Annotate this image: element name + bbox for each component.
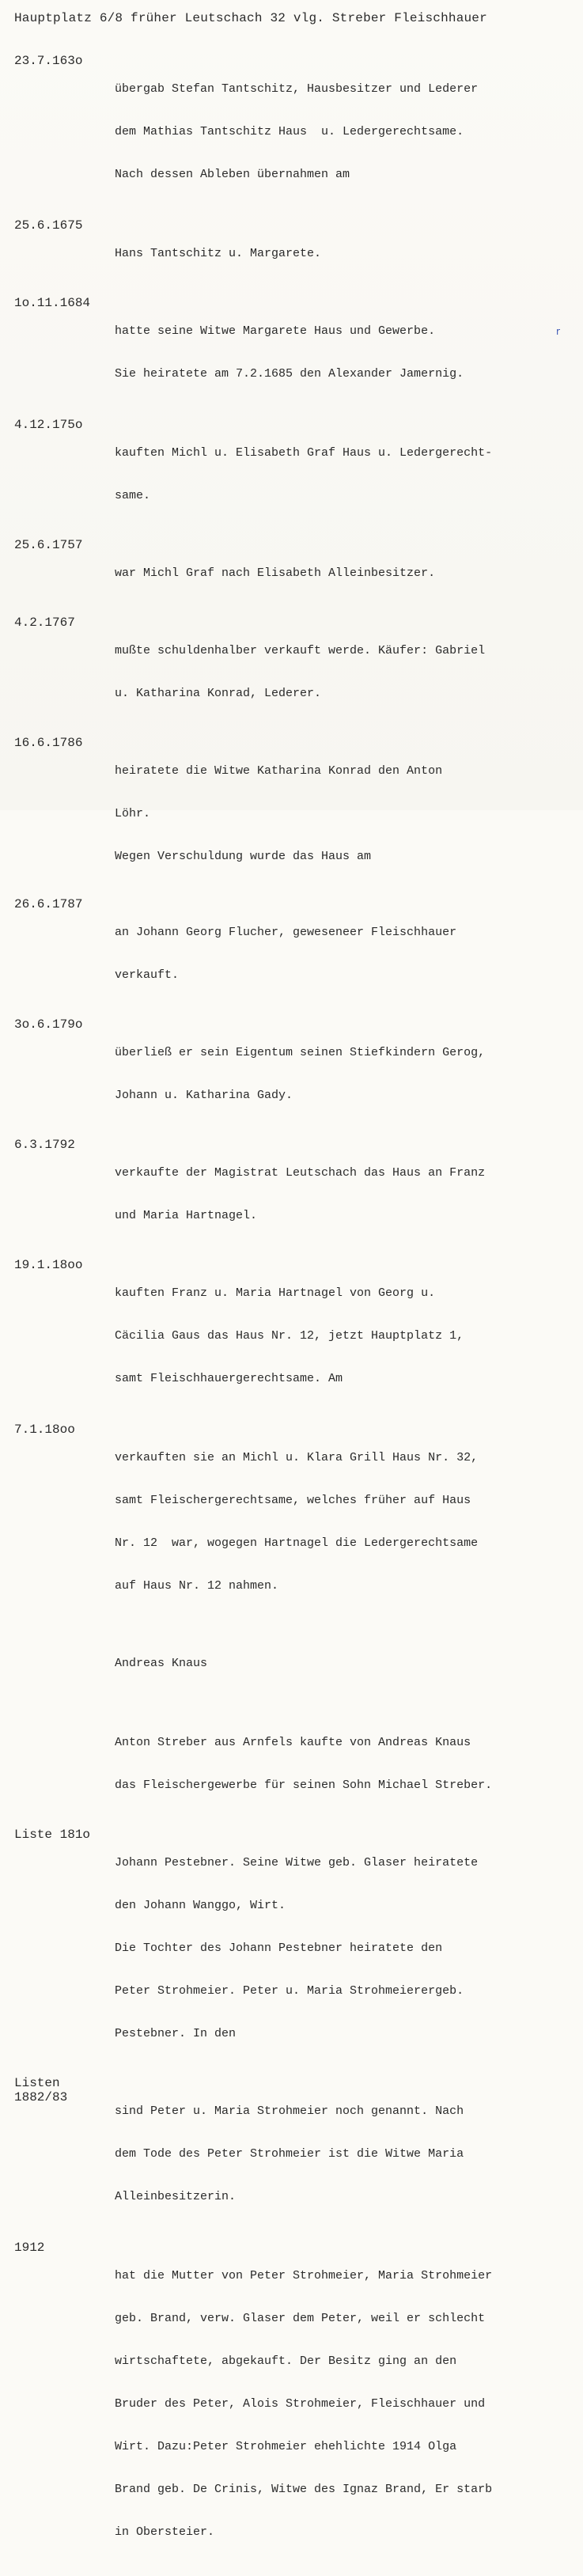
entry-text	[115, 1258, 576, 1415]
entry-date: 16.6.1786	[14, 736, 83, 750]
entry-text	[115, 538, 576, 609]
handwritten-correction: r	[556, 326, 560, 337]
text-line: an Johann Georg Flucher, geweseneer Fleischhauer	[115, 926, 457, 939]
text-line: Nach dessen Ableben übernahmen am	[115, 168, 350, 181]
text-line: dem Tode des Peter Strohmeier ist die Witwe Maria	[115, 2147, 464, 2161]
text-line: Peter Strohmeier. Peter u. Maria Strohmeierergeb.	[115, 1984, 464, 1998]
text-line: geb. Brand, verw. Glaser dem Peter, weil er schlecht	[115, 2312, 486, 2325]
entry-text	[115, 1017, 576, 1131]
text-line: heiratete die Witwe Katharina Konrad den Anton	[115, 764, 443, 778]
entry-text	[115, 54, 576, 210]
text-line: Anton Streber aus Arnfels kaufte von Andreas Knaus	[115, 1736, 471, 1749]
entry-date: 1o.11.1684	[14, 296, 91, 310]
entry	[14, 1258, 576, 1415]
entry	[14, 1828, 576, 2070]
entry-date: 4.2.1767	[14, 616, 75, 630]
text-line: verkauften sie an Michl u. Klara Grill Haus Nr. 32,	[115, 1451, 479, 1464]
text-line: Alleinbesitzerin.	[115, 2190, 237, 2203]
entry-date: 23.7.163o	[14, 54, 83, 68]
entry-date: Listen 1882/83	[14, 2076, 68, 2104]
entry-text	[115, 1828, 576, 2070]
text-line: hatte seine Witwe Margarete Haus und Gewerbe.	[115, 324, 436, 338]
entry-text	[115, 2241, 576, 2568]
text-line: übergab Stefan Tantschitz, Hausbesitzer und Lederer	[115, 82, 479, 96]
text-line: verkaufte der Magistrat Leutschach das Haus an Franz	[115, 1166, 486, 1180]
text-line: Hans Tantschitz u. Margarete.	[115, 247, 322, 260]
text-line: Cäcilia Gaus das Haus Nr. 12, jetzt Hauptplatz 1,	[115, 1329, 464, 1343]
text-line: auf Haus Nr. 12 nahmen.	[115, 1579, 279, 1593]
entry-date: 26.6.1787	[14, 897, 83, 911]
text-line: samt Fleischergerechtsame, welches früher auf Haus	[115, 1494, 471, 1507]
entry	[14, 418, 576, 532]
entry-text	[115, 1422, 576, 1622]
entry-date: Liste 181o	[14, 1828, 91, 1842]
entry	[14, 296, 576, 410]
text-line: Bruder des Peter, Alois Strohmeier, Fleischhauer und	[115, 2397, 486, 2411]
text-line: Sie heiratete am 7.2.1685 den Alexander Jamernig.	[115, 367, 464, 381]
entry-text	[115, 296, 576, 410]
text-line: war Michl Graf nach Elisabeth Alleinbesitzer.	[115, 566, 436, 580]
entry	[14, 897, 576, 1011]
entry-date: 6.3.1792	[14, 1138, 75, 1152]
text-line: das Fleischergewerbe für seinen Sohn Michael Streber.	[115, 1779, 493, 1792]
entry-date: 25.6.1675	[14, 218, 83, 233]
text-line: und Maria Hartnagel.	[115, 1209, 258, 1222]
entry-date: 19.1.18oo	[14, 1258, 83, 1272]
entry	[14, 736, 576, 892]
entry-text	[115, 1138, 576, 1252]
text-line: Andreas Knaus	[115, 1657, 208, 1670]
entry	[14, 54, 576, 210]
entry-text	[115, 897, 576, 1011]
text-line: kauften Franz u. Maria Hartnagel von Georg u.	[115, 1286, 436, 1300]
entry	[14, 1138, 576, 1252]
text-line: mußte schuldenhalber verkauft werde. Käufer: Gabriel	[115, 644, 486, 657]
text-line: kauften Michl u. Elisabeth Graf Haus u. Ledergerecht-	[115, 446, 493, 460]
text-line: Die Tochter des Johann Pestebner heiratete den	[115, 1941, 443, 1955]
text-line: hat die Mutter von Peter Strohmeier, Maria Strohmeier	[115, 2269, 493, 2282]
entry-text	[115, 1628, 576, 1699]
text-line: Löhr.	[115, 807, 151, 820]
text-line: sind Peter u. Maria Strohmeier noch genannt. Nach	[115, 2104, 464, 2118]
entry-text	[115, 418, 576, 532]
entry	[14, 1422, 576, 1622]
entry-text	[115, 616, 576, 729]
entry-date: 1912	[14, 2241, 45, 2255]
entry-date: 4.12.175o	[14, 418, 83, 432]
entry-date: 7.1.18oo	[14, 1422, 75, 1437]
text-line: same.	[115, 489, 151, 502]
entry-date: 3o.6.179o	[14, 1017, 83, 1032]
entry	[14, 1707, 576, 1821]
text-line: Wirt. Dazu:Peter Strohmeier ehehlichte 1914 Olga	[115, 2440, 457, 2453]
page-title: Hauptplatz 6/8 früher Leutschach 32 vlg. Streber Fleischhauer	[14, 11, 487, 25]
text-line: Pestebner. In den	[115, 2027, 237, 2040]
entry-text	[115, 2076, 576, 2233]
text-line: in Obersteier.	[115, 2525, 215, 2539]
entry	[14, 616, 576, 729]
entry-text	[115, 736, 576, 892]
text-line: Johann Pestebner. Seine Witwe geb. Glaser heiratete	[115, 1856, 479, 1869]
entry-date: 25.6.1757	[14, 538, 83, 552]
text-line: den Johann Wanggo, Wirt.	[115, 1899, 286, 1912]
text-line: Wegen Verschuldung wurde das Haus am	[115, 850, 372, 863]
entry	[14, 1628, 576, 1699]
text-line: u. Katharina Konrad, Lederer.	[115, 687, 322, 700]
text-line: überließ er sein Eigentum seinen Stiefkindern Gerog,	[115, 1046, 486, 1059]
entry	[14, 1017, 576, 1131]
text-line: wirtschaftete, abgekauft. Der Besitz ging an den	[115, 2354, 457, 2368]
text-line: Nr. 12 war, wogegen Hartnagel die Ledergerechtsame	[115, 1536, 479, 1550]
text-line: dem Mathias Tantschitz Haus u. Ledergerechtsame.	[115, 125, 464, 138]
entry	[14, 218, 576, 290]
text-line: Brand geb. De Crinis, Witwe des Ignaz Brand, Er starb	[115, 2483, 493, 2496]
entry-text	[115, 1707, 576, 1821]
entry-text	[115, 218, 576, 290]
text-line: Johann u. Katharina Gady.	[115, 1089, 293, 1102]
chronology-list	[14, 54, 576, 2576]
entry	[14, 2241, 576, 2568]
text-line: verkauft.	[115, 968, 180, 982]
entry	[14, 2076, 576, 2233]
text-line: samt Fleischhauergerechtsame. Am	[115, 1372, 343, 1385]
entry	[14, 538, 576, 609]
